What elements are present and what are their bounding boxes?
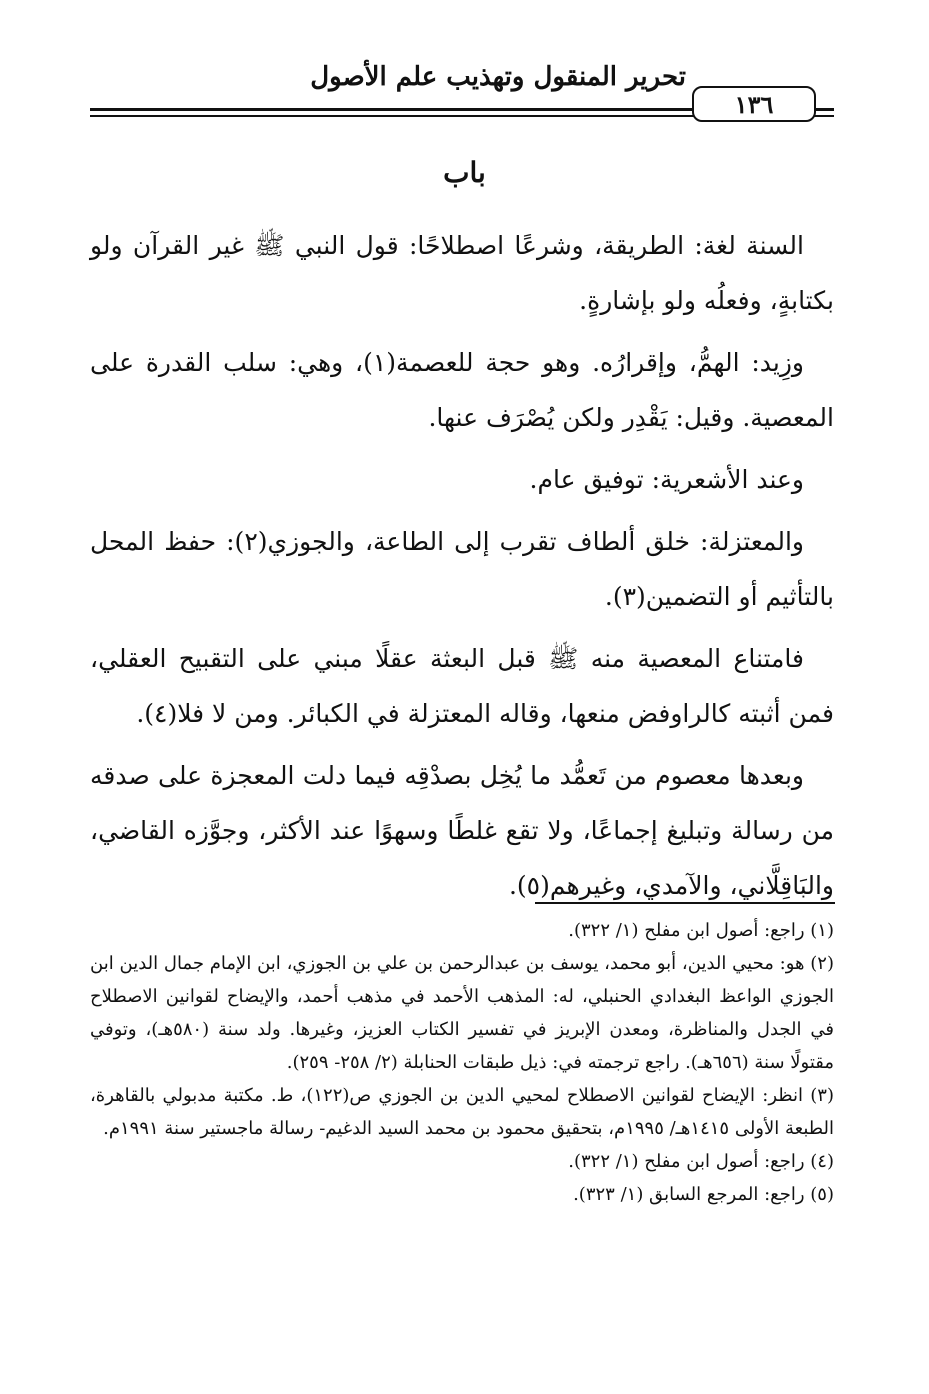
footnotes [90,914,834,1211]
footnote: (٥) راجع: المرجع السابق (١/ ٣٢٣). [573,1184,834,1205]
page-number: ١٣٦ [692,86,816,122]
chapter-heading: باب [443,156,486,189]
paragraph: وعند الأشعرية: توفيق عام. [529,465,804,494]
paragraph: وزِيد: الهمُّ، وإقرارُه. وهو حجة للعصمة(١)، وهي: سلب القدرة على المعصية. وقيل: يَقْدِر ولكن يُصْرَف عنها. [90,348,834,432]
footnote: (٤) راجع: أصول ابن مفلح (١/ ٣٢٢). [568,1151,834,1172]
main-text [90,218,834,920]
paragraph: السنة لغة: الطريقة، وشرعًا اصطلاحًا: قول النبي ﷺ غير القرآن ولو بكتابةٍ، وفعلُه ولو بإشارةٍ. [90,231,834,315]
paragraph: والمعتزلة: خلق ألطاف تقرب إلى الطاعة، والجوزي(٢): حفظ المحل بالتأثيم أو التضمين(٣). [90,527,834,611]
running-title: تحرير المنقول وتهذيب علم الأصول [310,62,686,92]
footnote-separator [535,902,835,904]
footnote: (٣) انظر: الإيضاح لقوانين الاصطلاح لمحيي الدين بن الجوزي ص(١٢٢)، ط. مكتبة مدبولي بالقاهرة، الطبعة الأولى ١٤١٥هـ/ ١٩٩٥م، بتحقيق محمود بن محمد السيد الدغيم- رسالة ماجستير سنة ١٩٩١م. [90,1085,834,1139]
footnote: (٢) هو: محيي الدين، أبو محمد، يوسف بن عبدالرحمن بن علي بن الجوزي، ابن الإمام جمال الدين ابن الجوزي الواعظ البغدادي الحنبلي، له: المذهب الأحمد في مذهب أحمد، والإيضاح لقوانين الاصطلاح في الجدل والمناظرة، ومعدن الإبريز في تفسير الكتاب العزيز، وغيرها. ولد سنة (٥٨٠هـ)، وتوفي مقتولًا سنة (٦٥٦هـ). راجع ترجمته في: ذيل طبقات الحنابلة (٢/ ٢٥٨- ٢٥٩). [90,953,834,1073]
footnote: (١) راجع: أصول ابن مفلح (١/ ٣٢٢). [568,920,834,941]
paragraph: فامتناع المعصية منه ﷺ قبل البعثة عقلًا مبني على التقبيح العقلي، فمن أثبته كالراوفض منعها، وقاله المعتزلة في الكبائر. ومن لا فلا(٤). [90,644,834,728]
paragraph: وبعدها معصوم من تَعمُّد ما يُخِل بصدْقِه فيما دلت المعجزة على صدقه من رسالة وتبليغ إجماعًا، ولا تقع غلطًا وسهوًا عند الأكثر، وجوَّزه القاضي، والبَاقِلَّاني، والآمدي، وغيرهم(٥). [90,761,834,900]
